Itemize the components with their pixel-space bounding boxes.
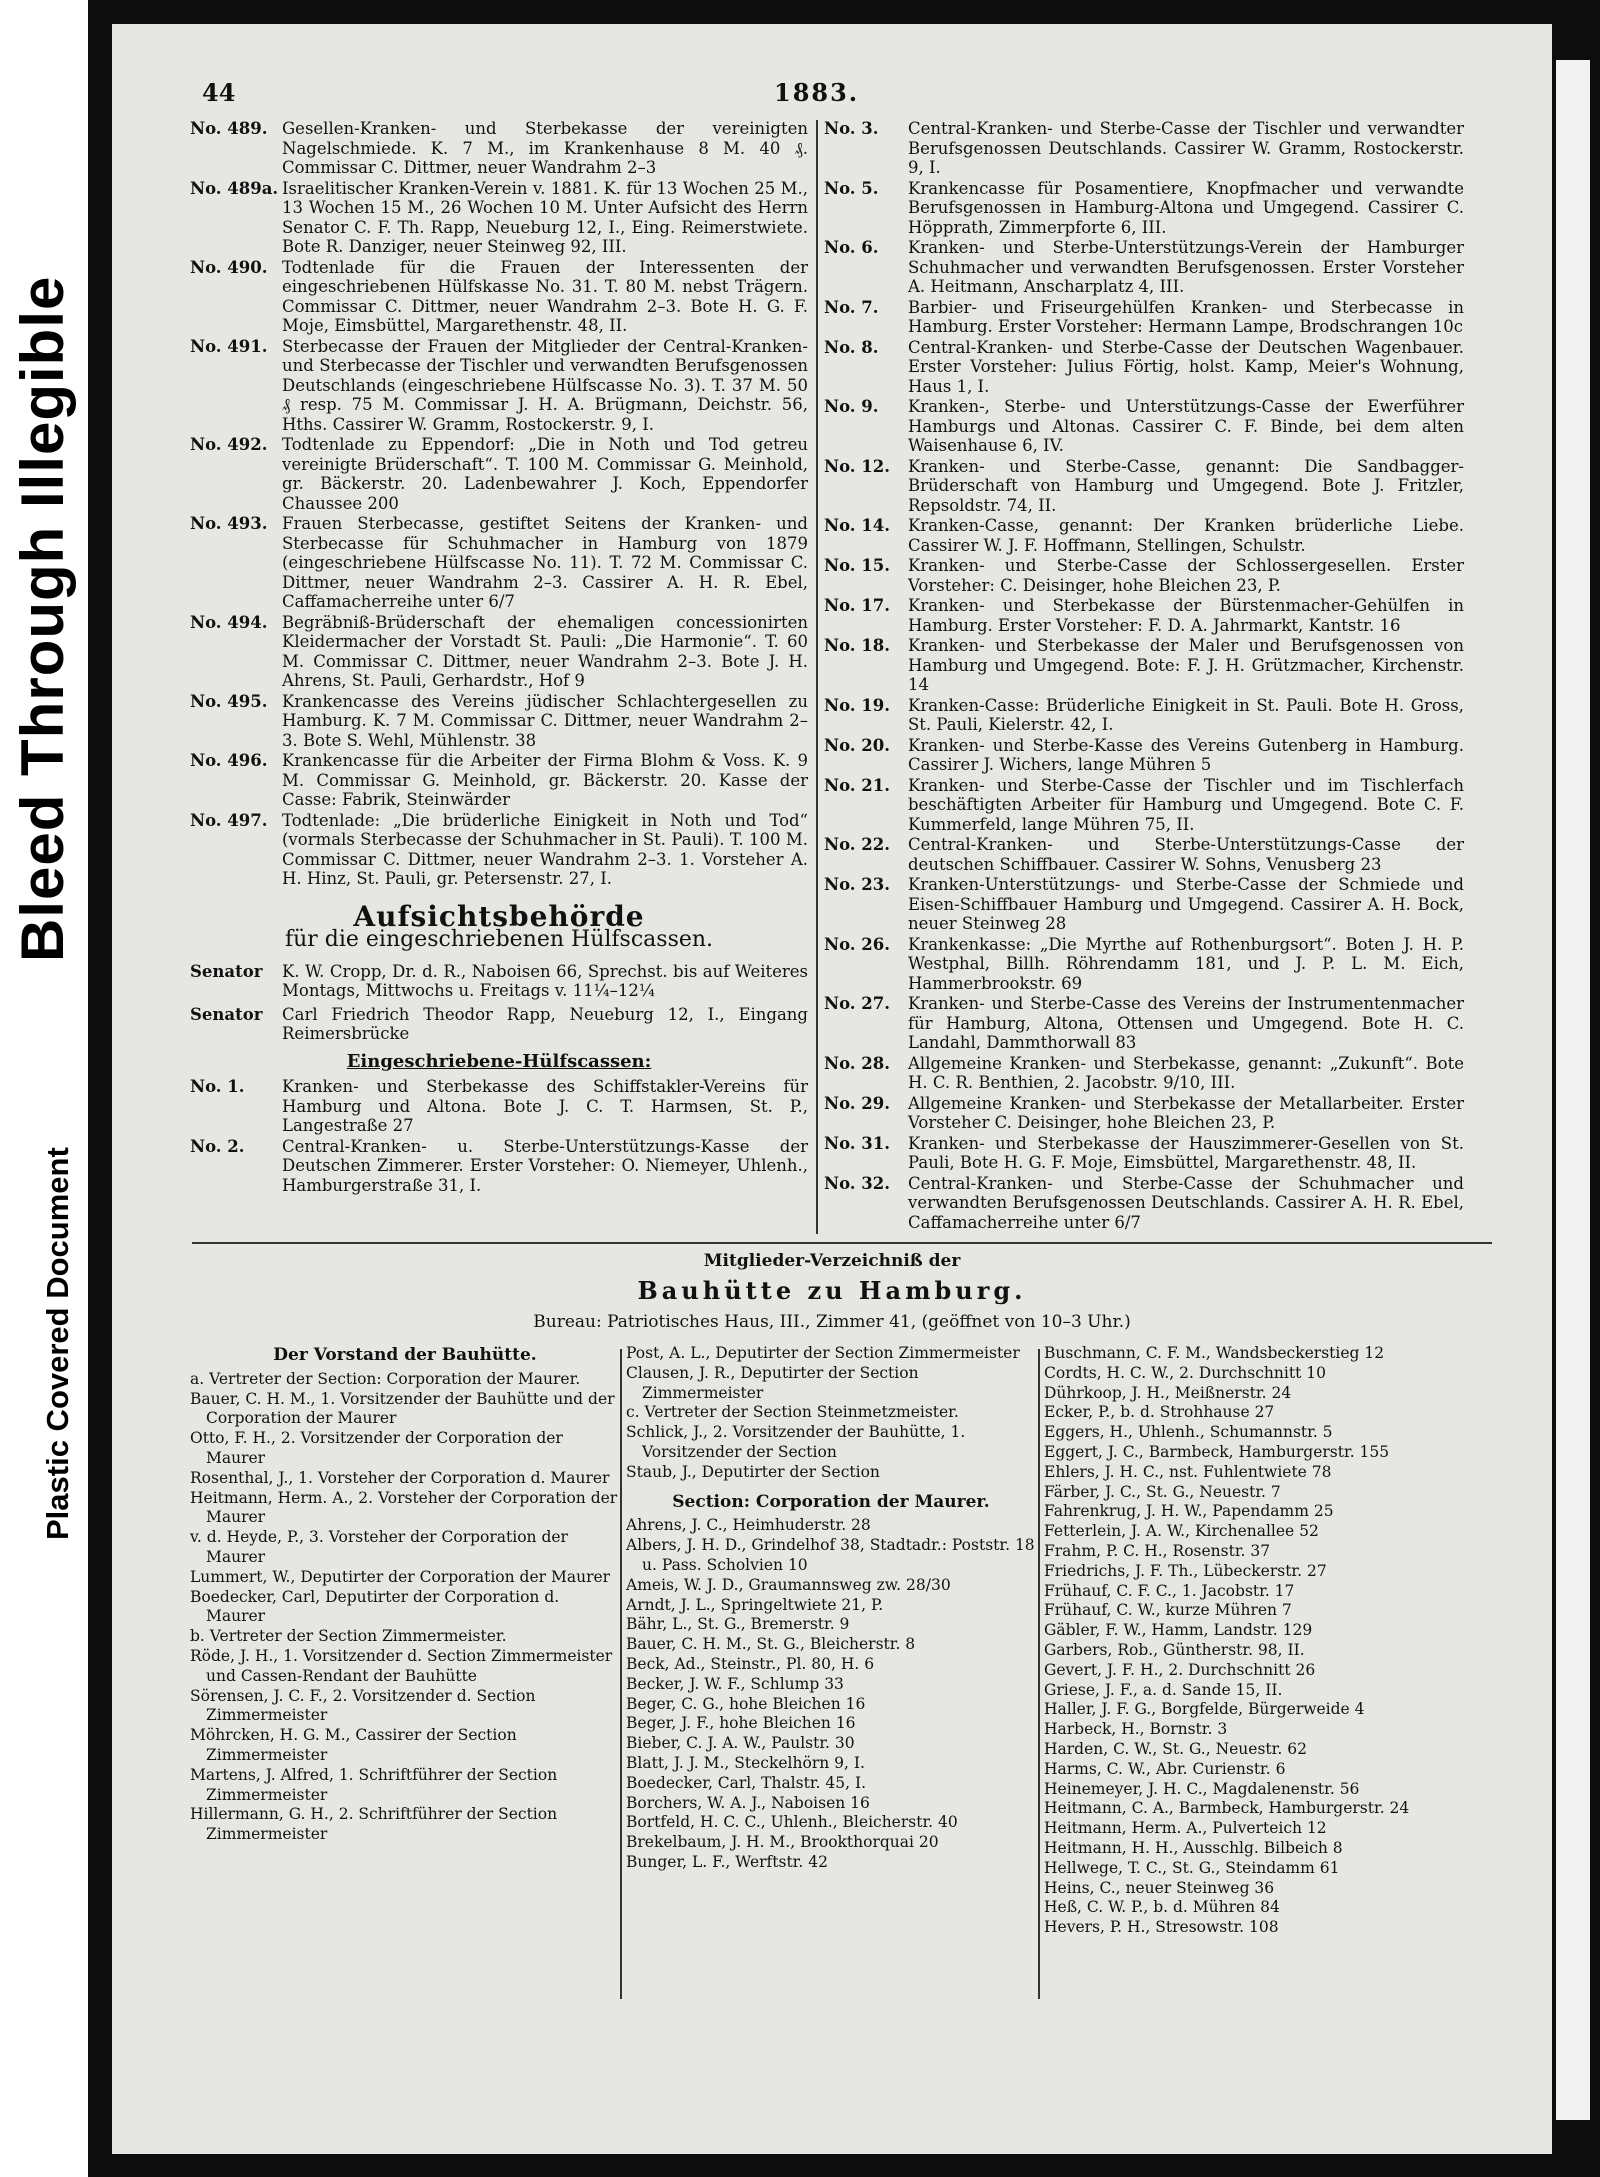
fund-entry	[190, 1077, 808, 1136]
fund-entry	[190, 337, 808, 435]
entry-number: No. 495.	[190, 691, 268, 711]
page-number: 44	[202, 78, 236, 107]
entry-number: No. 494.	[190, 612, 268, 632]
entry-text: Kranken- und Sterbekasse der Hauszimmerer-Gesellen von St. Pauli, Bote H. G. F. Moje, Eimsbüttel, Margarethenstr. 48, II.	[908, 1133, 1464, 1172]
entry-text: Kranken-Casse, genannt: Der Kranken brüderliche Liebe. Cassirer W. J. F. Hoffmann, Stellingen, Schulstr.	[908, 516, 1464, 555]
right-column	[824, 119, 1464, 1233]
entry-text: Kranken- und Sterbe-Unterstützungs-Verein der Hamburger Schuhmacher und verwandten Berufsgenossen. Erster Vorsteher A. Heitmann, Anscharplatz 4, III.	[908, 238, 1464, 296]
entry-text: Allgemeine Kranken- und Sterbekasse, genannt: „Zukunft“. Bote H. C. R. Benthien, 2. Jacobstr. 9/10, III.	[908, 1053, 1464, 1092]
section-divider	[192, 1242, 1492, 1244]
member-item: Borchers, W. A. J., Naboisen 16	[626, 1793, 870, 1812]
fund-entry	[190, 119, 808, 178]
fund-entry	[824, 179, 1464, 238]
fund-entry	[824, 835, 1464, 874]
board-member-item: Sörensen, J. C. F., 2. Vorsitzender d. Section Zimmermeister	[190, 1686, 536, 1725]
member-item: Buschmann, C. F. M., Wandsbeckerstieg 12	[1044, 1344, 1385, 1362]
entry-number: No. 29.	[824, 1093, 890, 1113]
entry-number: No. 31.	[824, 1133, 890, 1153]
member-item: Heß, C. W. P., b. d. Mühren 84	[1044, 1898, 1280, 1917]
member-item: Gevert, J. F. H., 2. Durchschnitt 26	[1044, 1660, 1316, 1679]
member-item: Bähr, L., St. G., Bremerstr. 9	[626, 1615, 850, 1634]
entry-number: No. 19.	[824, 695, 890, 715]
members-heading: Mitglieder-Verzeichniß der	[703, 1251, 961, 1271]
entry-number: No. 489a.	[190, 178, 279, 198]
entry-text: Kranken-Casse: Brüderliche Einigkeit in St. Pauli. Bote H. Gross, St. Pauli, Kielerstr. 42, I.	[908, 695, 1464, 734]
member-item: Beger, J. F., hohe Bleichen 16	[626, 1714, 856, 1733]
member-item: Eggert, J. C., Barmbeck, Hamburgerstr. 155	[1044, 1442, 1390, 1461]
entry-text: Kranken-, Sterbe- und Unterstützungs-Casse der Ewerführer Hamburgs und Altonas. Cassirer C. F. Binde, bei dem alten Waisenhause 6, IV.	[908, 397, 1464, 455]
fund-entry	[824, 556, 1464, 595]
fund-entry	[824, 736, 1464, 775]
entry-text: Kranken- und Sterbe-Casse der Tischler und im Tischlerfach beschäftigten Arbeiter für Hamburg und Umgegend. Bote C. F. Kummerfeld, lange Mühren 75, II.	[908, 775, 1464, 834]
entry-text: Krankencasse des Vereins jüdischer Schlachtergesellen zu Hamburg. K. 7 M. Commissar C. Dittmer, neuer Wandrahm 2–3. Bote S. Wehl, Mühlenstr. 38	[282, 691, 808, 750]
fund-entry	[824, 298, 1464, 337]
page-year: 1883.	[774, 78, 860, 107]
senator-label: Senator	[190, 1004, 263, 1024]
entry-text: Begräbniß-Brüderschaft der ehemaligen concessionirten Kleidermacher der Vorstadt St. Pauli: „Die Harmonie“. T. 60 M. Commissar C. Dittmer, neuer Wandrahm 2–3. Bote J. H. Ahrens, St. Pauli, Gerhardstr., Hof 9	[282, 612, 808, 690]
members-column-1	[190, 1344, 620, 1845]
fund-entry	[824, 516, 1464, 555]
entry-number: No. 22.	[824, 835, 890, 854]
fund-entry	[824, 596, 1464, 635]
board-member-item: v. d. Heyde, P., 3. Vorsteher der Corporation der Maurer	[190, 1528, 568, 1566]
member-item: Bieber, C. J. A. W., Paulstr. 30	[626, 1734, 855, 1753]
masons-section-title: Section: Corporation der Maurer.	[672, 1491, 990, 1512]
fund-entry	[190, 179, 808, 257]
member-item: Ahrens, J. C., Heimhuderstr. 28	[626, 1516, 871, 1535]
fund-entry	[824, 875, 1464, 934]
member-item: Haller, J. F. G., Borgfelde, Bürgerweide 4	[1044, 1700, 1365, 1719]
member-item: Bunger, L. F., Werftstr. 42	[626, 1852, 828, 1871]
entry-text: Kranken-Unterstützungs- und Sterbe-Casse der Schmiede und Eisen-Schiffbauer Hamburg und Umgegend. Cassirer A. H. Bock, neuer Steinweg 28	[908, 875, 1464, 933]
plastic-covered-label: Plastic Covered Document	[40, 1147, 75, 1540]
entry-number: No. 18.	[824, 636, 890, 655]
entry-number: No. 1.	[190, 1077, 245, 1096]
fund-entry	[190, 692, 808, 751]
board-member-item: Möhrcken, H. G. M., Cassirer der Section Zimmermeister	[190, 1726, 517, 1764]
deputy-item: Schlick, J., 2. Vorsitzender der Bauhütte, 1. Vorsitzender der Section	[626, 1423, 966, 1461]
member-item: Cordts, H. C. W., 2. Durchschnitt 10	[1044, 1363, 1326, 1382]
fund-entry	[824, 119, 1464, 178]
member-item: Becker, J. W. F., Schlump 33	[626, 1674, 844, 1693]
fund-entry	[824, 636, 1464, 695]
entry-text: Kranken- und Sterbekasse des Schiffstakler-Vereins für Hamburg und Altona. Bote J. C. T. Harmsen, St. P., Langestraße 27	[282, 1077, 808, 1135]
entry-text: Krankenkasse: „Die Myrthe auf Rothenburgsort“. Boten J. H. P. Westphal, Billh. Röhrendamm 181, und J. P. L. M. Eich, Hammerbrookstr. 69	[908, 934, 1464, 993]
member-item: Heitmann, Herm. A., Pulverteich 12	[1044, 1819, 1327, 1838]
deputy-list	[626, 1344, 1036, 1483]
member-item: Heinemeyer, J. H. C., Magdalenenstr. 56	[1044, 1779, 1360, 1798]
deputy-item: Post, A. L., Deputirter der Section Zimmermeister	[626, 1344, 1020, 1362]
entry-text: Todtenlade für die Frauen der Interessenten der eingeschriebenen Hülfskasse No. 31. T. 80 M. nebst Trägern. Commissar C. Dittmer, neuer Wandrahm 2–3. Bote H. G. F. Moje, Eimsbüttel, Margarethenstr. 48, II.	[282, 257, 808, 335]
members-column-3	[1044, 1344, 1484, 1938]
entry-text: Kranken- und Sterbekasse der Bürstenmacher-Gehülfen in Hamburg. Erster Vorsteher: F. D. A. Jahrmarkt, Kantstr. 16	[908, 596, 1464, 635]
member-item: Heins, C., neuer Steinweg 36	[1044, 1878, 1275, 1897]
member-item: Färber, J. C., St. G., Neuestr. 7	[1044, 1482, 1281, 1501]
entry-text: Barbier- und Friseurgehülfen Kranken- und Sterbecasse in Hamburg. Erster Vorsteher: Hermann Lampe, Brodschrangen 10c	[908, 297, 1464, 336]
page-edge-strip	[1556, 60, 1590, 2120]
members-bureau: Bureau: Patriotisches Haus, III., Zimmer 41, (geöffnet von 10–3 Uhr.)	[533, 1312, 1131, 1332]
member-item: Arndt, J. L., Springeltwiete 21, P.	[626, 1595, 884, 1614]
member-item: Dührkoop, J. H., Meißnerstr. 24	[1044, 1383, 1292, 1402]
entry-text: Central-Kranken- und Sterbe-Casse der Tischler und verwandter Berufsgenossen Deutschlands. Cassirer W. Gramm, Rostockerstr. 9, I.	[908, 119, 1464, 177]
entry-number: No. 9.	[824, 397, 879, 416]
entry-text: Central-Kranken- u. Sterbe-Unterstützungs-Kasse der Deutschen Zimmerer. Erster Vorsteher: O. Niemeyer, Uhlenh., Hamburgerstraße 31, I.	[282, 1136, 808, 1195]
member-item: Harden, C. W., St. G., Neuestr. 62	[1044, 1739, 1307, 1758]
entry-number: No. 492.	[190, 435, 268, 454]
fund-entry	[824, 1054, 1464, 1093]
fund-entry	[824, 238, 1464, 297]
member-item: Beck, Ad., Steinstr., Pl. 80, H. 6	[626, 1654, 875, 1673]
fund-entry	[824, 1174, 1464, 1233]
senator-entry	[190, 962, 808, 1001]
entry-number: No. 27.	[824, 994, 890, 1013]
entry-text: Kranken- und Sterbe-Casse der Schlossergesellen. Erster Vorsteher: C. Deisinger, hohe Bleichen 23, P.	[908, 556, 1464, 595]
entry-text: Todtenlade: „Die brüderliche Einigkeit in Noth und Tod“ (vormals Sterbecasse der Schuhmacher in St. Pauli). T. 100 M. Commissar C. Dittmer, neuer Wandrahm 2–3. 1. Vorsteher A. H. Hinz, St. Pauli, gr. Petersenstr. 27, I.	[282, 810, 808, 888]
fund-entry	[190, 258, 808, 336]
member-item: Ameis, W. J. D., Graumannsweg zw. 28/30	[626, 1575, 951, 1594]
entry-number: No. 496.	[190, 751, 268, 770]
member-item: Fetterlein, J. A. W., Kirchenallee 52	[1044, 1522, 1319, 1541]
entry-text: Allgemeine Kranken- und Sterbekasse der Metallarbeiter. Erster Vorsteher C. Deisinger, hohe Bleichen 23, P.	[908, 1093, 1464, 1132]
member-item: Bauer, C. H. M., St. G., Bleicherstr. 8	[626, 1635, 916, 1654]
entry-number: No. 3.	[824, 119, 879, 138]
entry-text: Central-Kranken- und Sterbe-Unterstützungs-Casse der deutschen Schiffbauer. Cassirer W. Sohns, Venusberg 23	[908, 835, 1464, 874]
fund-entry	[824, 1094, 1464, 1133]
entry-number: No. 6.	[824, 238, 879, 257]
fund-entry	[190, 435, 808, 513]
board-member-item: Boedecker, Carl, Deputirter der Corporation d. Maurer	[190, 1587, 560, 1626]
registered-funds-title: Eingeschriebene-Hülfscassen:	[346, 1050, 652, 1072]
board-member-item: Lummert, W., Deputirter der Corporation der Maurer	[190, 1567, 611, 1586]
entry-text: Central-Kranken- und Sterbe-Casse der Schuhmacher und verwandten Berufsgenossen Deutschlands. Cassirer A. H. R. Ebel, Caffamacherreihe unter 6/7	[908, 1173, 1464, 1232]
fund-entry	[190, 514, 808, 612]
member-item: Frahm, P. C. H., Rosenstr. 37	[1044, 1541, 1271, 1560]
entry-number: No. 2.	[190, 1136, 245, 1156]
entry-number: No. 14.	[824, 516, 890, 535]
members-list	[1044, 1344, 1484, 1938]
entry-text: Krankencasse für die Arbeiter der Firma Blohm & Voss. K. 9 M. Commissar G. Meinhold, gr. Bäckerstr. 20. Kasse der Casse: Fabrik, Steinwärder	[282, 751, 808, 809]
fund-entry	[824, 1134, 1464, 1173]
fund-entry	[190, 613, 808, 691]
entry-number: No. 28.	[824, 1053, 890, 1073]
board-member-item: Rosenthal, J., 1. Vorsteher der Corporation d. Maurer	[190, 1468, 610, 1487]
fund-entry	[824, 776, 1464, 835]
bleed-through-label: Bleed Through Illegible	[9, 275, 76, 962]
member-item: Brekelbaum, J. H. M., Brookthorquai 20	[626, 1833, 939, 1852]
entry-number: No. 490.	[190, 257, 268, 277]
entry-text: Kranken- und Sterbe-Casse des Vereins der Instrumentenmacher für Hamburg, Altona, Ottensen und Umgegend. Bote H. C. Landahl, Dammthorwall 83	[908, 994, 1464, 1052]
member-item: Ehlers, J. H. C., nst. Fuhlentwiete 78	[1044, 1462, 1332, 1481]
entry-number: No. 17.	[824, 596, 890, 615]
entry-text: Kranken- und Sterbe-Kasse des Vereins Gutenberg in Hamburg. Cassirer J. Wichers, lange Mühren 5	[908, 735, 1464, 774]
board-member-item: b. Vertreter der Section Zimmermeister.	[190, 1627, 507, 1646]
fund-entry	[824, 338, 1464, 397]
fund-entry	[824, 457, 1464, 516]
member-item: Blatt, J. J. M., Steckelhörn 9, I.	[626, 1753, 865, 1772]
board-member-item: Otto, F. H., 2. Vorsitzender der Corporation der Maurer	[190, 1429, 563, 1467]
entry-number: No. 12.	[824, 456, 890, 476]
left-entry-list	[190, 119, 808, 889]
member-item: Harms, C. W., Abr. Curienstr. 6	[1044, 1759, 1286, 1778]
entry-number: No. 491.	[190, 336, 268, 356]
entry-text: Krankencasse für Posamentiere, Knopfmacher und verwandte Berufsgenossen in Hamburg-Altona und Umgegend. Cassirer C. Höpprath, Zimmerpforte 6, III.	[908, 178, 1464, 237]
entry-text: Israelitischer Kranken-Verein v. 1881. K. für 13 Wochen 25 M., 13 Wochen 15 M., 26 Wochen 10 M. Unter Aufsicht des Herrn Senator C. F. Th. Rapp, Neueburg 12, I., Eing. Reimerstwiete. Bote R. Danziger, neuer Steinweg 92, III.	[282, 178, 808, 256]
member-item: Eggers, H., Uhlenh., Schumannstr. 5	[1044, 1423, 1333, 1442]
senator-entry	[190, 1005, 808, 1044]
member-item: Friedrichs, J. F. Th., Lübeckerstr. 27	[1044, 1561, 1327, 1580]
authority-subtitle: für die eingeschriebenen Hülfscassen.	[284, 927, 714, 952]
member-item: Heitmann, C. A., Barmbeck, Hamburgerstr. 24	[1044, 1799, 1410, 1818]
members-title: Bauhütte zu Hamburg.	[637, 1276, 1027, 1305]
member-item: Ecker, P., b. d. Strohhause 27	[1044, 1403, 1275, 1422]
entry-number: No. 21.	[824, 775, 890, 795]
entry-text: Kranken- und Sterbe-Casse, genannt: Die Sandbagger-Brüderschaft von Hamburg und Umgegend. Bote J. Fritzler, Repsoldstr. 74, II.	[908, 456, 1464, 515]
member-item: Fahrenkrug, J. H. W., Papendamm 25	[1044, 1502, 1334, 1521]
members-column-2	[626, 1344, 1036, 1873]
entry-text: Gesellen-Kranken- und Sterbekasse der vereinigten Nagelschmiede. K. 7 M., im Krankenhause 8 M. 40 ₰. Commissar C. Dittmer, neuer Wandrahm 2–3	[282, 119, 808, 177]
entry-number: No. 23.	[824, 875, 890, 894]
entry-text: Frauen Sterbecasse, gestiftet Seitens der Kranken- und Sterbecasse für Schuhmacher in Hamburg von 1879 (eingeschriebene Hülfscasse No. 11). T. 72 M. Commissar C. Dittmer, neuer Wandrahm 2–3. Cassirer A. H. R. Ebel, Caffamacherreihe unter 6/7	[282, 514, 808, 611]
member-item: Harbeck, H., Bornstr. 3	[1044, 1720, 1228, 1739]
member-item: Frühauf, C. W., kurze Mühren 7	[1044, 1601, 1292, 1620]
board-member-item: a. Vertreter der Section: Corporation der Maurer.	[190, 1369, 581, 1388]
member-item: Garbers, Rob., Güntherstr. 98, II.	[1044, 1640, 1305, 1659]
right-entry-list	[824, 119, 1464, 1232]
entry-number: No. 8.	[824, 337, 879, 357]
member-item: Bortfeld, H. C. C., Uhlenh., Bleicherstr. 40	[626, 1813, 958, 1832]
authority-title: Aufsichtsbehörde	[353, 899, 645, 933]
entry-text: Kranken- und Sterbekasse der Maler und Berufsgenossen von Hamburg und Umgegend. Bote: F. J. H. Grützmacher, Kirchenstr. 14	[908, 636, 1464, 694]
member-item: Boedecker, Carl, Thalstr. 45, I.	[626, 1773, 867, 1792]
entry-text: Todtenlade zu Eppendorf: „Die in Noth und Tod getreu vereinigte Brüderschaft“. T. 100 M. Commissar G. Meinhold, gr. Bäckerstr. 20. Ladenbewahrer J. Koch, Eppendorfer Chaussee 200	[282, 435, 808, 513]
member-item: Albers, J. H. D., Grindelhof 38, Stadtadr.: Poststr. 18 u. Pass. Scholvien 10	[626, 1536, 1035, 1574]
document-page	[112, 24, 1552, 2154]
fund-entry	[824, 935, 1464, 994]
member-item: Heitmann, H. H., Ausschlg. Bilbeich 8	[1044, 1838, 1343, 1857]
column-divider	[816, 120, 818, 1234]
entry-text: Sterbecasse der Frauen der Mitglieder der Central-Kranken- und Sterbecasse der Tischler und verwandten Berufsgenossen Deutschlands (eingeschriebene Hülfscasse No. 3). T. 37 M. 50 ₰ resp. 75 M. Commissar J. H. A. Brügmann, Deichstr. 56, Hths. Cassirer W. Gramm, Rostockerstr. 9, I.	[282, 336, 808, 434]
fund-entry	[824, 994, 1464, 1053]
member-item: Beger, C. G., hohe Bleichen 16	[626, 1694, 866, 1713]
senator-label: Senator	[190, 961, 263, 981]
entry-number: No. 15.	[824, 556, 890, 575]
board-member-item: Hillermann, G. H., 2. Schriftführer der Section Zimmermeister	[190, 1805, 558, 1844]
board-member-item: Heitmann, Herm. A., 2. Vorsteher der Corporation der Maurer	[190, 1488, 618, 1527]
entry-number: No. 32.	[824, 1173, 890, 1193]
entry-number: No. 493.	[190, 514, 268, 533]
senator-text: Carl Friedrich Theodor Rapp, Neueburg 12, I., Eingang Reimersbrücke	[282, 1004, 808, 1043]
board-list	[190, 1370, 620, 1845]
column-divider	[620, 1349, 622, 1999]
entry-number: No. 7.	[824, 297, 879, 317]
entry-number: No. 489.	[190, 119, 268, 138]
left-column	[190, 119, 808, 1196]
member-item: Hellwege, T. C., St. G., Steindamm 61	[1044, 1858, 1340, 1877]
entry-number: No. 26.	[824, 934, 890, 954]
column-divider	[1038, 1349, 1040, 1999]
member-item: Frühauf, C. F. C., 1. Jacobstr. 17	[1044, 1581, 1295, 1600]
entry-number: No. 497.	[190, 810, 268, 830]
entry-number: No. 5.	[824, 178, 879, 198]
board-title: Der Vorstand der Bauhütte.	[273, 1345, 537, 1365]
board-member-item: Bauer, C. H. M., 1. Vorsitzender der Bauhütte und der Corporation der Maurer	[190, 1389, 615, 1428]
deputy-item: c. Vertreter der Section Steinmetzmeister.	[626, 1403, 959, 1422]
fund-entry	[190, 811, 808, 889]
senator-text: K. W. Cropp, Dr. d. R., Naboisen 66, Sprechst. bis auf Weiteres Montags, Mittwochs u. Freitags v. 11¼–12¼	[282, 961, 808, 1000]
member-item: Gäbler, F. W., Hamm, Landstr. 129	[1044, 1621, 1313, 1640]
fund-entry	[190, 751, 808, 810]
member-item: Hevers, P. H., Stresowstr. 108	[1044, 1918, 1279, 1937]
masons-list	[626, 1516, 1036, 1872]
fund-entry	[824, 696, 1464, 735]
deputy-item: Staub, J., Deputirter der Section	[626, 1462, 880, 1481]
entry-text: Central-Kranken- und Sterbe-Casse der Deutschen Wagenbauer. Erster Vorsteher: Julius Förtig, holst. Kamp, Meier's Wohnung, Haus 1, I.	[908, 337, 1464, 396]
board-member-item: Röde, J. H., 1. Vorsitzender d. Section Zimmermeister und Cassen-Rendant der Bauhütte	[190, 1646, 613, 1685]
board-member-item: Martens, J. Alfred, 1. Schriftführer der Section Zimmermeister	[190, 1765, 558, 1804]
annotation-sidebar	[0, 0, 88, 2177]
entry-number: No. 20.	[824, 735, 890, 755]
fund-entry	[824, 397, 1464, 456]
member-item: Griese, J. F., a. d. Sande 15, II.	[1044, 1680, 1283, 1699]
fund-entry	[190, 1137, 808, 1196]
deputy-item: Clausen, J. R., Deputirter der Section Zimmermeister	[626, 1363, 919, 1402]
